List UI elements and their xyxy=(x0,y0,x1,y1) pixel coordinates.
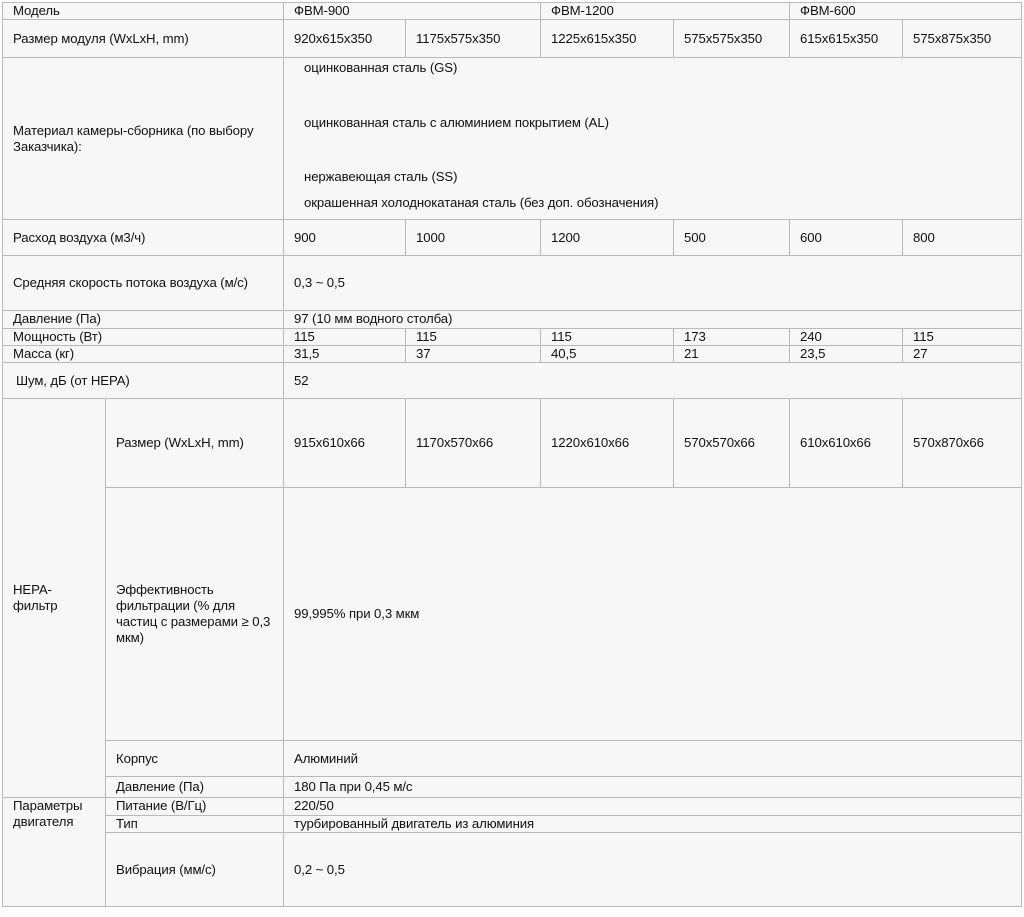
hepa-size-value: 570x570x66 xyxy=(674,399,790,488)
module-size-value: 1225x615x350 xyxy=(541,20,674,58)
air-flow-label: Расход воздуха (м3/ч) xyxy=(3,220,284,256)
hepa-size-value: 610x610x66 xyxy=(790,399,903,488)
power-value: 115 xyxy=(284,329,406,346)
hepa-housing-value: Алюминий xyxy=(284,741,1022,777)
hepa-size-value: 1220x610x66 xyxy=(541,399,674,488)
hepa-pressure-value: 180 Па при 0,45 м/с xyxy=(284,777,1022,798)
module-size-label: Размер модуля (WxLxH, mm) xyxy=(3,20,284,58)
material-option: оцинкованная сталь с алюминием покрытием (AL) xyxy=(304,115,609,130)
pressure-value: 97 (10 мм водного столба) xyxy=(284,311,1022,329)
hepa-size-value: 1170x570x66 xyxy=(406,399,541,488)
mass-label: Масса (кг) xyxy=(3,346,284,363)
hepa-label: HEPA-фильтр xyxy=(3,399,106,798)
motor-supply-label: Питание (В/Гц) xyxy=(106,798,284,816)
chamber-material-options xyxy=(284,58,1022,220)
mass-value: 40,5 xyxy=(541,346,674,363)
noise-label: Шум, дБ (от HEPA) xyxy=(3,363,284,399)
power-value: 115 xyxy=(903,329,1022,346)
pressure-row xyxy=(3,311,1022,329)
hepa-size-label: Размер (WxLxH, mm) xyxy=(106,399,284,488)
motor-supply-value: 220/50 xyxy=(284,798,1022,816)
model-fvm-600: ФВМ-600 xyxy=(790,3,1022,20)
power-value: 115 xyxy=(541,329,674,346)
chamber-material-row xyxy=(3,58,1022,220)
mass-value: 31,5 xyxy=(284,346,406,363)
model-fvm-1200: ФВМ-1200 xyxy=(541,3,790,20)
power-row xyxy=(3,329,1022,346)
air-flow-value: 1200 xyxy=(541,220,674,256)
hepa-efficiency-row xyxy=(3,488,1022,741)
mass-value: 27 xyxy=(903,346,1022,363)
avg-speed-row xyxy=(3,256,1022,311)
hepa-size-value: 915x610x66 xyxy=(284,399,406,488)
motor-supply-row xyxy=(3,798,1022,816)
module-size-value: 615x615x350 xyxy=(790,20,903,58)
spec-table xyxy=(2,2,1022,907)
motor-type-value: турбированный двигатель из алюминия xyxy=(284,816,1022,833)
noise-row xyxy=(3,363,1022,399)
motor-vibration-label: Вибрация (мм/с) xyxy=(106,833,284,907)
hepa-efficiency-value: 99,995% при 0,3 мкм xyxy=(284,488,1022,741)
hepa-pressure-row xyxy=(3,777,1022,798)
power-value: 173 xyxy=(674,329,790,346)
avg-speed-label: Средняя скорость потока воздуха (м/с) xyxy=(3,256,284,311)
mass-row xyxy=(3,346,1022,363)
motor-label: Параметры двигателя xyxy=(3,798,106,907)
hepa-size-value: 570x870x66 xyxy=(903,399,1022,488)
model-label: Модель xyxy=(3,3,284,20)
module-size-value: 920x615x350 xyxy=(284,20,406,58)
air-flow-value: 900 xyxy=(284,220,406,256)
mass-value: 23,5 xyxy=(790,346,903,363)
power-label: Мощность (Вт) xyxy=(3,329,284,346)
hepa-housing-label: Корпус xyxy=(106,741,284,777)
hepa-size-row xyxy=(3,399,1022,488)
avg-speed-value: 0,3 ~ 0,5 xyxy=(284,256,1022,311)
header-row xyxy=(3,3,1022,20)
hepa-pressure-label: Давление (Па) xyxy=(106,777,284,798)
air-flow-value: 800 xyxy=(903,220,1022,256)
motor-vibration-row xyxy=(3,833,1022,907)
module-size-value: 575x575x350 xyxy=(674,20,790,58)
power-value: 240 xyxy=(790,329,903,346)
mass-value: 21 xyxy=(674,346,790,363)
material-option: оцинкованная сталь (GS) xyxy=(304,60,458,75)
air-flow-value: 1000 xyxy=(406,220,541,256)
air-flow-row xyxy=(3,220,1022,256)
chamber-material-label: Материал камеры-сборника (по выбору Заказчика): xyxy=(3,58,284,220)
module-size-value: 575x875x350 xyxy=(903,20,1022,58)
model-fvm-900: ФВМ-900 xyxy=(284,3,541,20)
air-flow-value: 500 xyxy=(674,220,790,256)
mass-value: 37 xyxy=(406,346,541,363)
hepa-housing-row xyxy=(3,741,1022,777)
pressure-label: Давление (Па) xyxy=(3,311,284,329)
power-value: 115 xyxy=(406,329,541,346)
material-option: окрашенная холоднокатаная сталь (без доп. обозначения) xyxy=(304,195,659,210)
motor-type-row xyxy=(3,816,1022,833)
motor-type-label: Тип xyxy=(106,816,284,833)
air-flow-value: 600 xyxy=(790,220,903,256)
module-size-value: 1175x575x350 xyxy=(406,20,541,58)
motor-vibration-value: 0,2 ~ 0,5 xyxy=(284,833,1022,907)
module-size-row xyxy=(3,20,1022,58)
material-option: нержавеющая сталь (SS) xyxy=(304,169,458,184)
hepa-efficiency-label: Эффективность фильтрации (% для частиц с размерами ≥ 0,3 мкм) xyxy=(106,488,284,741)
noise-value: 52 xyxy=(284,363,1022,399)
